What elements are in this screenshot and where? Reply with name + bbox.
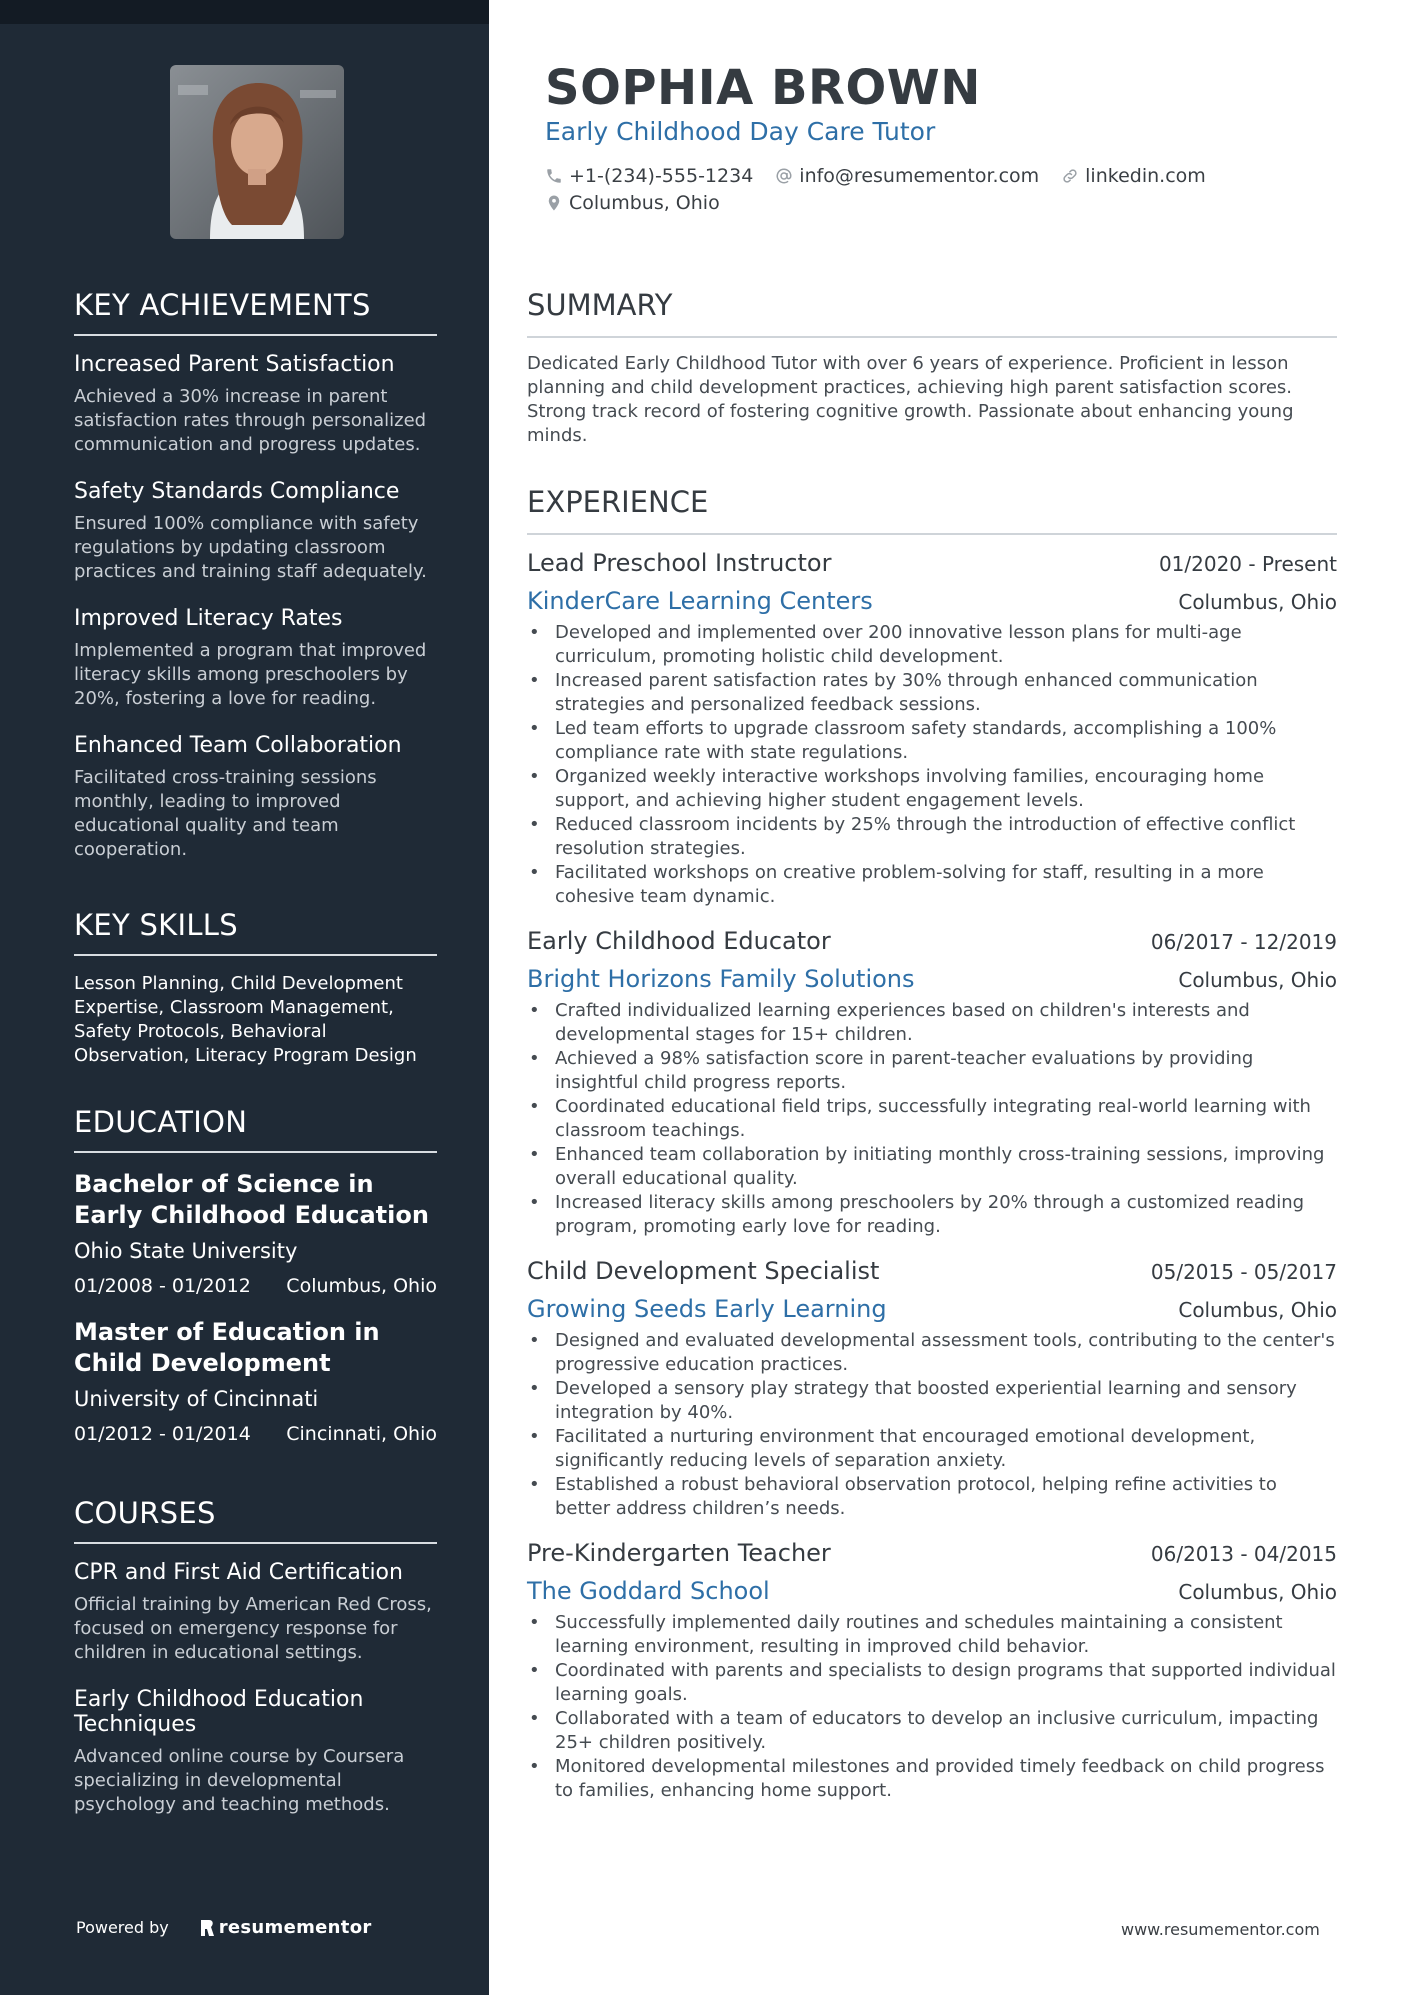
course-item [74,1687,437,1817]
brand-logo[interactable] [199,1917,372,1938]
job-bullet: • Facilitated workshops on creative problem-solving for staff, resulting in a more cohesive team dynamic. [527,861,1337,909]
job-bullet: • Coordinated with parents and specialists to design programs that supported individual learning goals. [527,1659,1337,1707]
job-bullet: • Increased parent satisfaction rates by 30% through enhanced communication strategies and personalized feedback sessions. [527,669,1337,717]
job-dates: 01/2020 - Present [1158,552,1337,576]
job-bullet: • Monitored developmental milestones and provided timely feedback on child progress to families, enhancing home support. [527,1755,1337,1803]
email-text: info@resumementor.com [799,165,1040,187]
education-location: Cincinnati, Ohio [286,1423,437,1445]
sidebar [0,0,489,1995]
contact-row-2 [545,192,742,214]
achievement-desc: Implemented a program that improved literacy skills among preschoolers by 20%, fostering a love for reading. [74,640,427,709]
achievement-desc: Facilitated cross-training sessions monthly, leading to improved educational quality and team cooperation. [74,767,377,860]
summary-heading: SUMMARY [527,288,1337,338]
achievement-desc: Ensured 100% compliance with safety regulations by updating classroom practices and training staff adequately. [74,513,427,582]
education-heading: EDUCATION [74,1105,437,1153]
summary-section [527,288,1337,448]
job-bullet: • Successfully implemented daily routines and schedules maintaining a consistent learning environment, resulting in improved child behavior. [527,1611,1337,1659]
at-icon [775,167,793,185]
job-entry [527,1539,1337,1803]
job-company: Bright Horizons Family Solutions [527,965,915,993]
job-bullet: • Designed and evaluated developmental assessment tools, contributing to the center's progressive education practices. [527,1329,1337,1377]
job-title: Pre-Kindergarten Teacher [527,1539,831,1567]
achievement-item [74,733,437,862]
contact-linkedin[interactable] [1061,165,1206,187]
job-bullet: • Coordinated educational field trips, successfully integrating real-world learning with classroom teachings. [527,1095,1337,1143]
course-title: Early Childhood Education Techniques [74,1687,364,1737]
summary-text: Dedicated Early Childhood Tutor with over 6 years of experience. Proficient in lesson planning and child development practices, achieving high parent satisfaction scores. Strong track record of fostering cognitive growth. Passionate about enhancing young minds. [527,353,1294,446]
achievement-title: Safety Standards Compliance [74,479,400,504]
achievement-item [74,606,437,711]
job-bullet: • Increased literacy skills among preschoolers by 20% through a customized reading program, promoting early love for reading. [527,1191,1337,1239]
footer-url[interactable]: www.resumementor.com [1121,1920,1320,1939]
education-section [74,1105,437,1465]
job-bullets [527,1611,1337,1803]
contact-row [545,165,1228,187]
job-entry [527,549,1337,909]
experience-section [527,485,1337,1821]
skills-heading: KEY SKILLS [74,908,437,956]
course-item [74,1560,437,1665]
education-item [74,1169,437,1297]
job-entry [527,1257,1337,1521]
achievement-title: Increased Parent Satisfaction [74,352,395,377]
experience-heading: EXPERIENCE [527,485,1337,535]
job-bullet: • Crafted individualized learning experiences based on children's interests and developmental stages for 15+ children. [527,999,1337,1047]
course-desc: Official training by American Red Cross, focused on emergency response for children in educational settings. [74,1594,432,1663]
job-company: The Goddard School [527,1577,770,1605]
education-item [74,1317,437,1445]
education-school: Ohio State University [74,1239,298,1263]
job-company: KinderCare Learning Centers [527,587,873,615]
job-location: Columbus, Ohio [1178,1580,1337,1604]
job-bullet: • Collaborated with a team of educators to develop an inclusive curriculum, impacting 25+ children positively. [527,1707,1337,1755]
courses-heading: COURSES [74,1496,437,1544]
brand-name: resumementor [218,1917,372,1938]
job-dates: 06/2013 - 04/2015 [1150,1542,1337,1566]
job-location: Columbus, Ohio [1178,968,1337,992]
job-dates: 06/2017 - 12/2019 [1150,930,1337,954]
achievements-heading: KEY ACHIEVEMENTS [74,288,437,336]
education-meta [74,1423,437,1445]
job-company: Growing Seeds Early Learning [527,1295,887,1323]
courses-section [74,1496,437,1839]
profile-photo [170,65,344,239]
job-bullet: • Developed and implemented over 200 innovative lesson plans for multi-age curriculum, promoting holistic child development. [527,621,1337,669]
resumementor-logo-icon [199,1918,215,1938]
achievement-desc: Achieved a 30% increase in parent satisfaction rates through personalized communication and progress updates. [74,386,427,455]
course-desc: Advanced online course by Coursera specializing in developmental psychology and teaching methods. [74,1746,405,1815]
job-bullet: • Established a robust behavioral observation protocol, helping refine activities to better address children’s needs. [527,1473,1337,1521]
job-bullet: • Achieved a 98% satisfaction score in parent-teacher evaluations by providing insightful child progress reports. [527,1047,1337,1095]
job-bullets [527,999,1337,1239]
job-bullet: • Developed a sensory play strategy that boosted experiential learning and sensory integration by 40%. [527,1377,1337,1425]
job-bullet: • Reduced classroom incidents by 25% through the introduction of effective conflict resolution strategies. [527,813,1337,861]
job-bullets [527,621,1337,909]
candidate-title: Early Childhood Day Care Tutor [545,117,936,146]
job-bullet: • Enhanced team collaboration by initiating monthly cross-training sessions, improving overall educational quality. [527,1143,1337,1191]
achievements-section [74,288,437,884]
job-entry [527,927,1337,1239]
job-bullets [527,1329,1337,1521]
education-degree: Master of Education in Child Development [74,1318,380,1377]
achievement-item [74,479,437,584]
candidate-name: SOPHIA BROWN [545,60,981,116]
powered-by [76,1917,372,1938]
linkedin-text: linkedin.com [1085,165,1206,187]
skills-list: Lesson Planning, Child Development Expertise, Classroom Management, Safety Protocols, Behavioral Observation, Literacy Program Design [74,973,417,1066]
education-dates: 01/2008 - 01/2012 [74,1275,251,1297]
education-school: University of Cincinnati [74,1387,319,1411]
course-title: CPR and First Aid Certification [74,1560,403,1585]
phone-icon [545,167,563,185]
location-pin-icon [545,194,563,212]
job-bullet: • Facilitated a nurturing environment that encouraged emotional development, significantly reducing levels of separation anxiety. [527,1425,1337,1473]
job-bullet: • Led team efforts to upgrade classroom safety standards, accomplishing a 100% compliance rate with state regulations. [527,717,1337,765]
link-icon [1061,167,1079,185]
phone-text: +1-(234)-555-1234 [569,165,754,187]
education-degree: Bachelor of Science in Early Childhood Education [74,1170,429,1229]
contact-location [545,192,720,214]
contact-email[interactable] [775,165,1039,187]
achievement-title: Improved Literacy Rates [74,606,343,631]
education-location: Columbus, Ohio [286,1275,437,1297]
job-title: Child Development Specialist [527,1257,880,1285]
education-meta [74,1275,437,1297]
job-title: Early Childhood Educator [527,927,831,955]
location-text: Columbus, Ohio [569,192,720,214]
job-bullet: • Organized weekly interactive workshops involving families, encouraging home support, and achieving higher student engagement levels. [527,765,1337,813]
achievement-item [74,352,437,457]
powered-by-label: Powered by [76,1918,169,1937]
job-location: Columbus, Ohio [1178,1298,1337,1322]
contact-phone[interactable] [545,165,753,187]
education-dates: 01/2012 - 01/2014 [74,1423,251,1445]
skills-section [74,908,437,1068]
sidebar-top-bar [0,0,489,24]
job-location: Columbus, Ohio [1178,590,1337,614]
job-dates: 05/2015 - 05/2017 [1150,1260,1337,1284]
job-title: Lead Preschool Instructor [527,549,832,577]
achievement-title: Enhanced Team Collaboration [74,733,402,758]
